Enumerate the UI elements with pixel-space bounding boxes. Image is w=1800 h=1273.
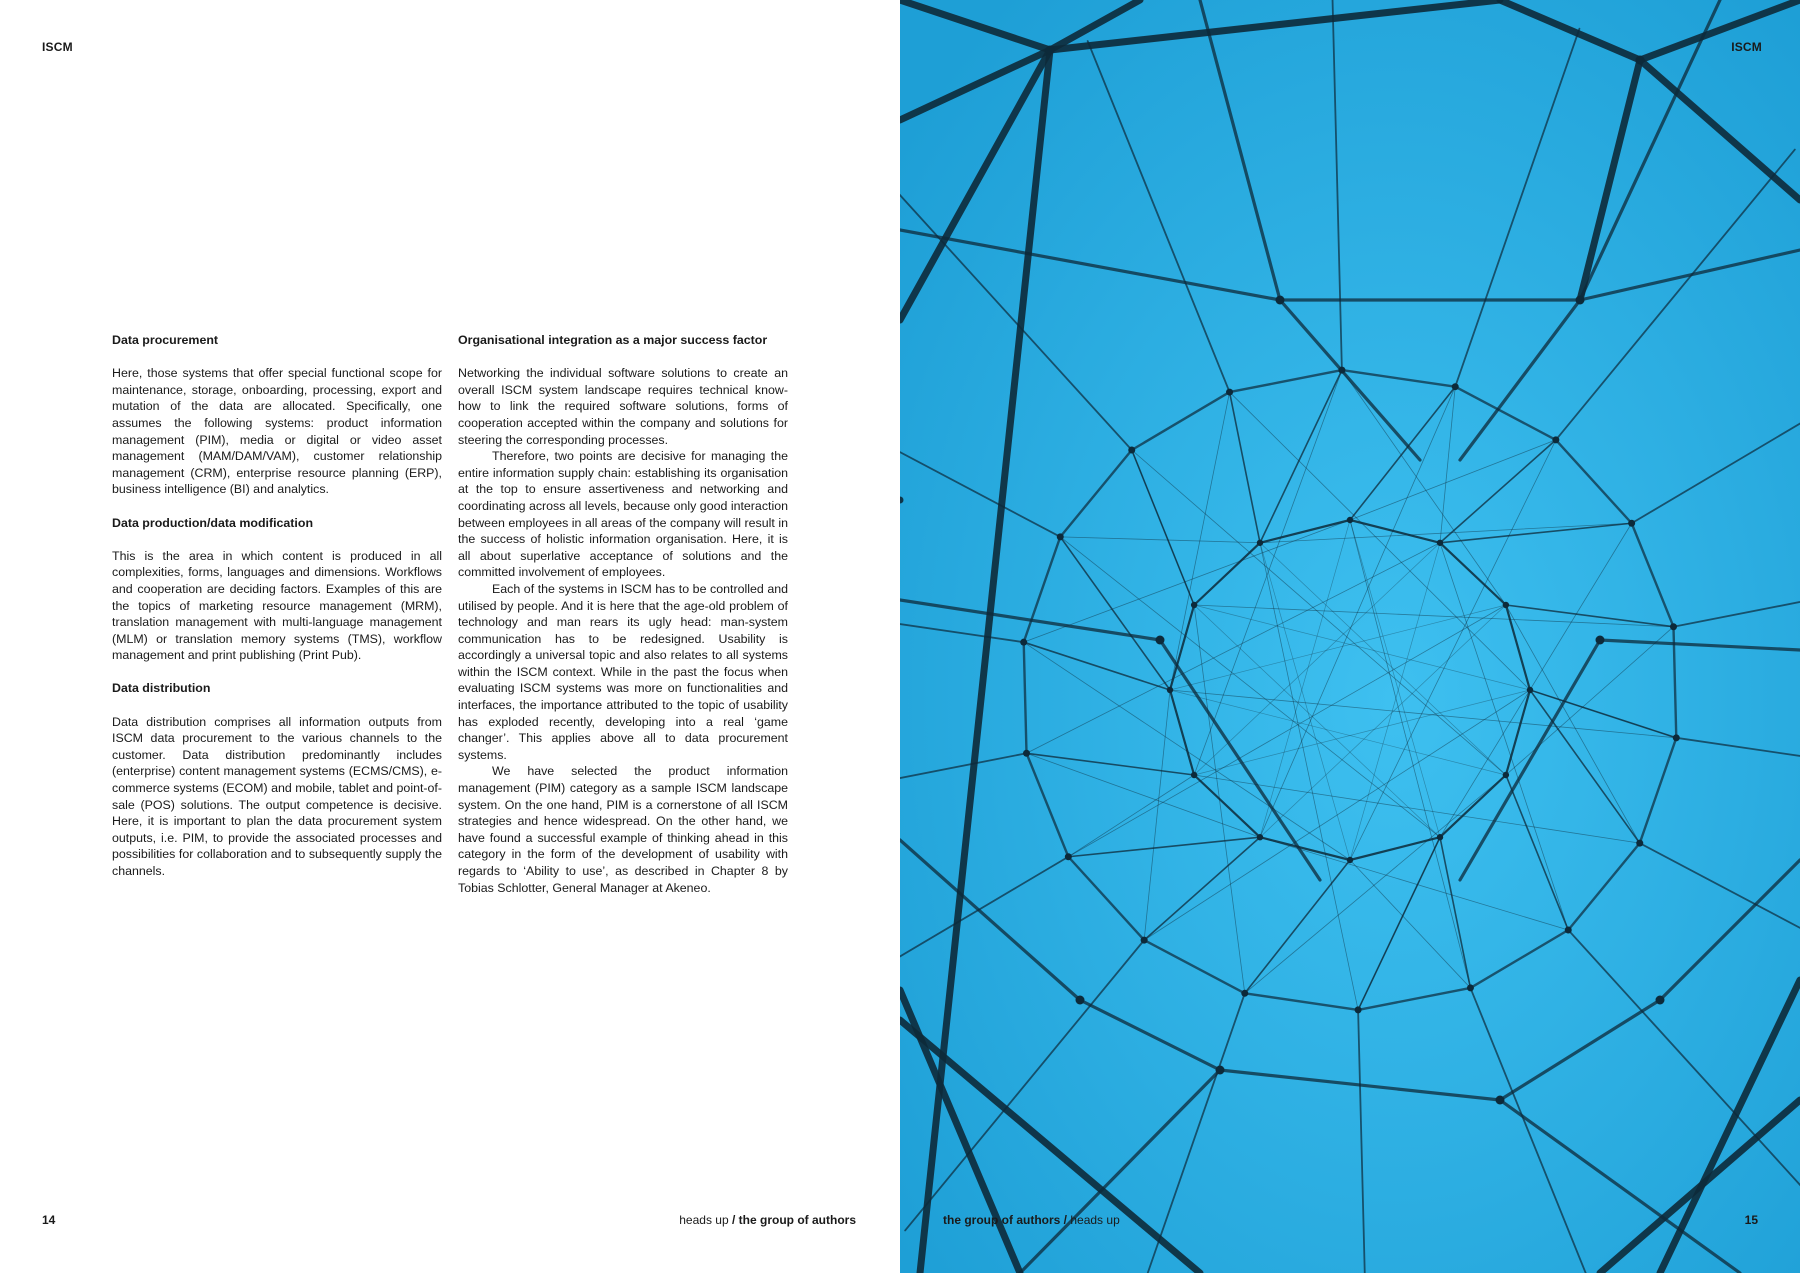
footer-slash: / — [1063, 1213, 1068, 1227]
running-head-right: ISCM — [1731, 40, 1762, 54]
text-column-2 — [458, 332, 788, 896]
body-paragraph: We have selected the product information management (PIM) category as a sample ISCM landscape system. On the one hand, PIM is a cornerstone of all ISCM strategies and hence widespread. On the other hand, we have found a successful example of thinking ahead in this category in the form of the development of usability with regards to ‘Ability to use’, as described in Chapter 8 by Tobias Schlotter, General Manager at Akeneo. — [458, 764, 788, 895]
body-paragraph: Each of the systems in ISCM has to be controlled and utilised by people. And it is here that the age-old problem of technology and man rears its ugly head: man-system communication has to be redesigned. Usability is accordingly a universal topic and also relates to all systems within the ISCM context. While in the past the focus when evaluating ISCM systems was more on functionalities and interfaces, the importance attributed to the topic of usability has exploded recently, developing into a real ‘game changer’. This applies above all to data procurement systems. — [458, 581, 788, 762]
running-head-left: ISCM — [42, 40, 73, 54]
footer-slash: / — [731, 1213, 736, 1227]
body-paragraph: Networking the individual software solutions to create an overall ISCM system landscape requires technical know-how to link the required software solutions, forms of cooperation accepted within the company and solutions for steering the corresponding processes. — [458, 366, 788, 447]
body-paragraph: Here, those systems that offer special functional scope for maintenance, storage, onboarding, processing, export and mutation of the data are allocated. Specifically, one assumes the following systems: product information management (PIM), media or digital or video asset management (MAM/DAM/VAM), customer relationship management (CRM), enterprise resource planning (ERP), business intelligence (BI) and analytics. — [112, 366, 442, 497]
footer-publication: heads up — [1070, 1213, 1120, 1227]
section-heading: Organisational integration as a major success factor — [458, 333, 768, 347]
section-heading: Data procurement — [112, 333, 219, 347]
section-heading: Data distribution — [112, 681, 211, 696]
body-paragraph: Therefore, two points are decisive for managing the entire information supply chain: establishing its organisation at the top to ensure assertiveness and networking and coordinating across all levels, because only good interaction between employees in all areas of the company will result in the success of holistic information organisation. Here, it is all about superlative acceptance of solutions and the committed involvement of employees. — [458, 449, 788, 580]
section-heading: Data production/data modification — [112, 515, 314, 530]
body-paragraph: Data distribution comprises all information outputs from ISCM data procurement to the various channels to the customer. Data distribution predominantly includes (enterprise) content management systems (ECMS/CMS), e-commerce systems (ECOM) and mobile, tablet and point-of-sale (POS) solutions. The output competence is decisive. Here, it is important to plan the data procurement system outputs, i.e. PIM, to provide the associated processes and possibilities for collaboration and to subsequently supply the channels. — [112, 714, 442, 878]
footer-authors: the group of authors — [738, 1213, 856, 1227]
text-column-1 — [112, 332, 442, 880]
body-paragraph: This is the area in which content is produced in all complexities, forms, languages and dimensions. Workflows and cooperation are deciding factors. Examples of this are the topics of marketing resource management (MRM), translation management with multi-language management (MLM) or translation memory systems (TMS), workflow management and print publishing (Print Pub). — [112, 548, 442, 663]
footer-publication: heads up — [679, 1213, 729, 1227]
page-number-left: 14 — [42, 1213, 56, 1227]
network-structure-photo-icon — [900, 0, 1800, 1273]
footer-authors: the group of authors — [943, 1213, 1061, 1227]
footer-left — [679, 1213, 856, 1227]
footer-right — [943, 1213, 1120, 1227]
page-number-right: 15 — [1744, 1213, 1758, 1227]
right-page — [900, 0, 1800, 1273]
